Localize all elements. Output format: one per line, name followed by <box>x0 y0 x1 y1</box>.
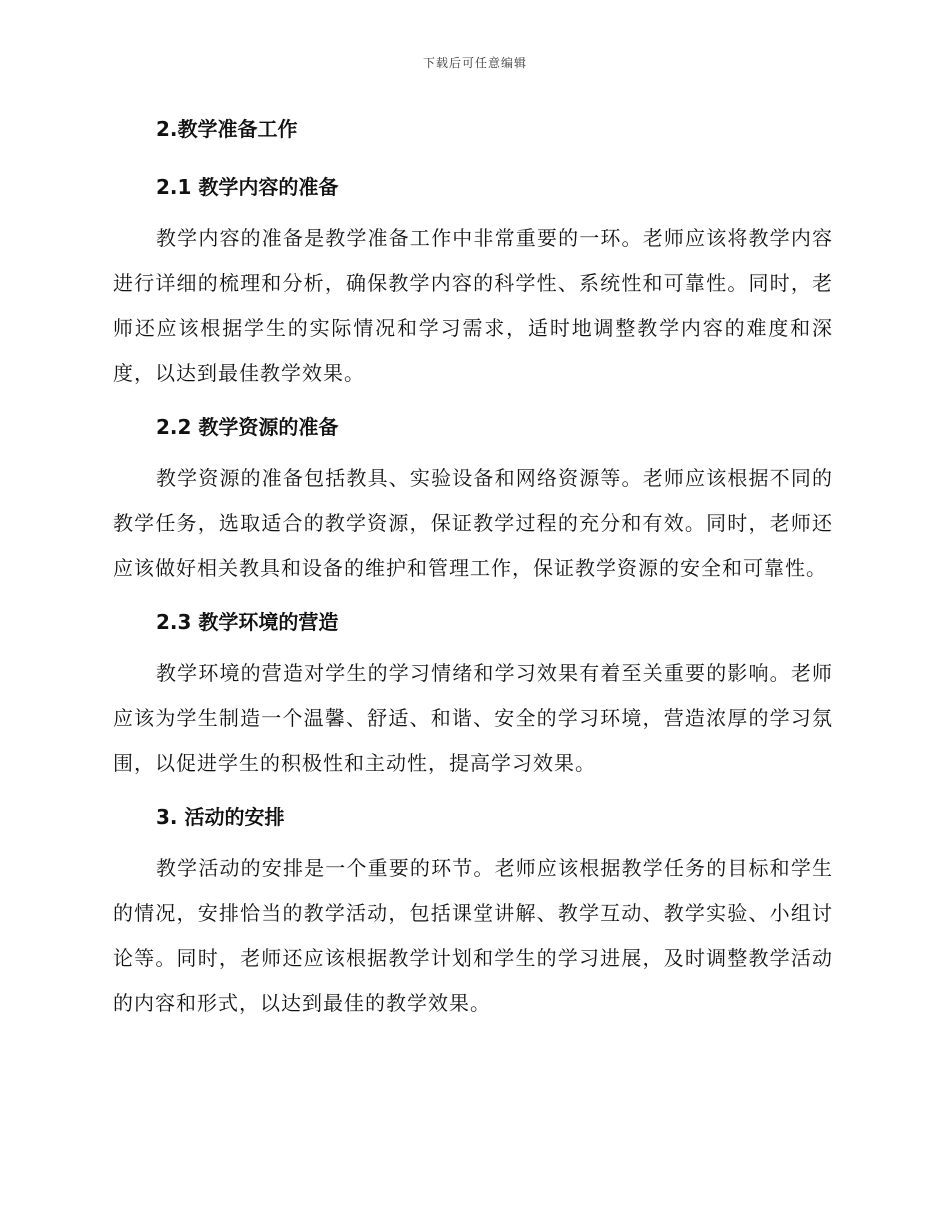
section-2-2-paragraph: 教学资源的准备包括教具、实验设备和网络资源等。老师应该根据不同的教学任务，选取适合的教学资源，保证教学过程的充分和有效。同时，老师还应该做好相关教具和设备的维护和管理工作，保证教学资源的安全和可靠性。 <box>113 466 833 580</box>
header-note: 下载后可任意编辑 <box>422 56 527 70</box>
document-content <box>113 106 833 1034</box>
section-3-paragraph: 教学活动的安排是一个重要的环节。老师应该根据教学任务的目标和学生的情况，安排恰当的教学活动，包括课堂讲解、教学互动、教学实验、小组讨论等。同时，老师还应该根据教学计划和学生的学习进展，及时调整教学活动的内容和形式，以达到最佳的教学效果。 <box>113 856 833 1015</box>
section-2-3-heading: 2.3 教学环境的营造 <box>156 610 339 634</box>
section-2-3-paragraph: 教学环境的营造对学生的学习情绪和学习效果有着至关重要的影响。老师应该为学生制造一个温馨、舒适、和谐、安全的学习环境，营造浓厚的学习氛围，以促进学生的积极性和主动性，提高学习效果。 <box>113 661 833 775</box>
section-2-2-heading: 2.2 教学资源的准备 <box>156 415 339 439</box>
section-3-heading: 3. 活动的安排 <box>156 805 285 829</box>
section-2-1-paragraph: 教学内容的准备是教学准备工作中非常重要的一环。老师应该将教学内容进行详细的梳理和分析，确保教学内容的科学性、系统性和可靠性。同时，老师还应该根据学生的实际情况和学习需求，适时地调整教学内容的难度和深度，以达到最佳教学效果。 <box>113 226 833 385</box>
section-2-heading: 2.教学准备工作 <box>156 117 298 141</box>
section-2-1-heading: 2.1 教学内容的准备 <box>156 175 339 199</box>
